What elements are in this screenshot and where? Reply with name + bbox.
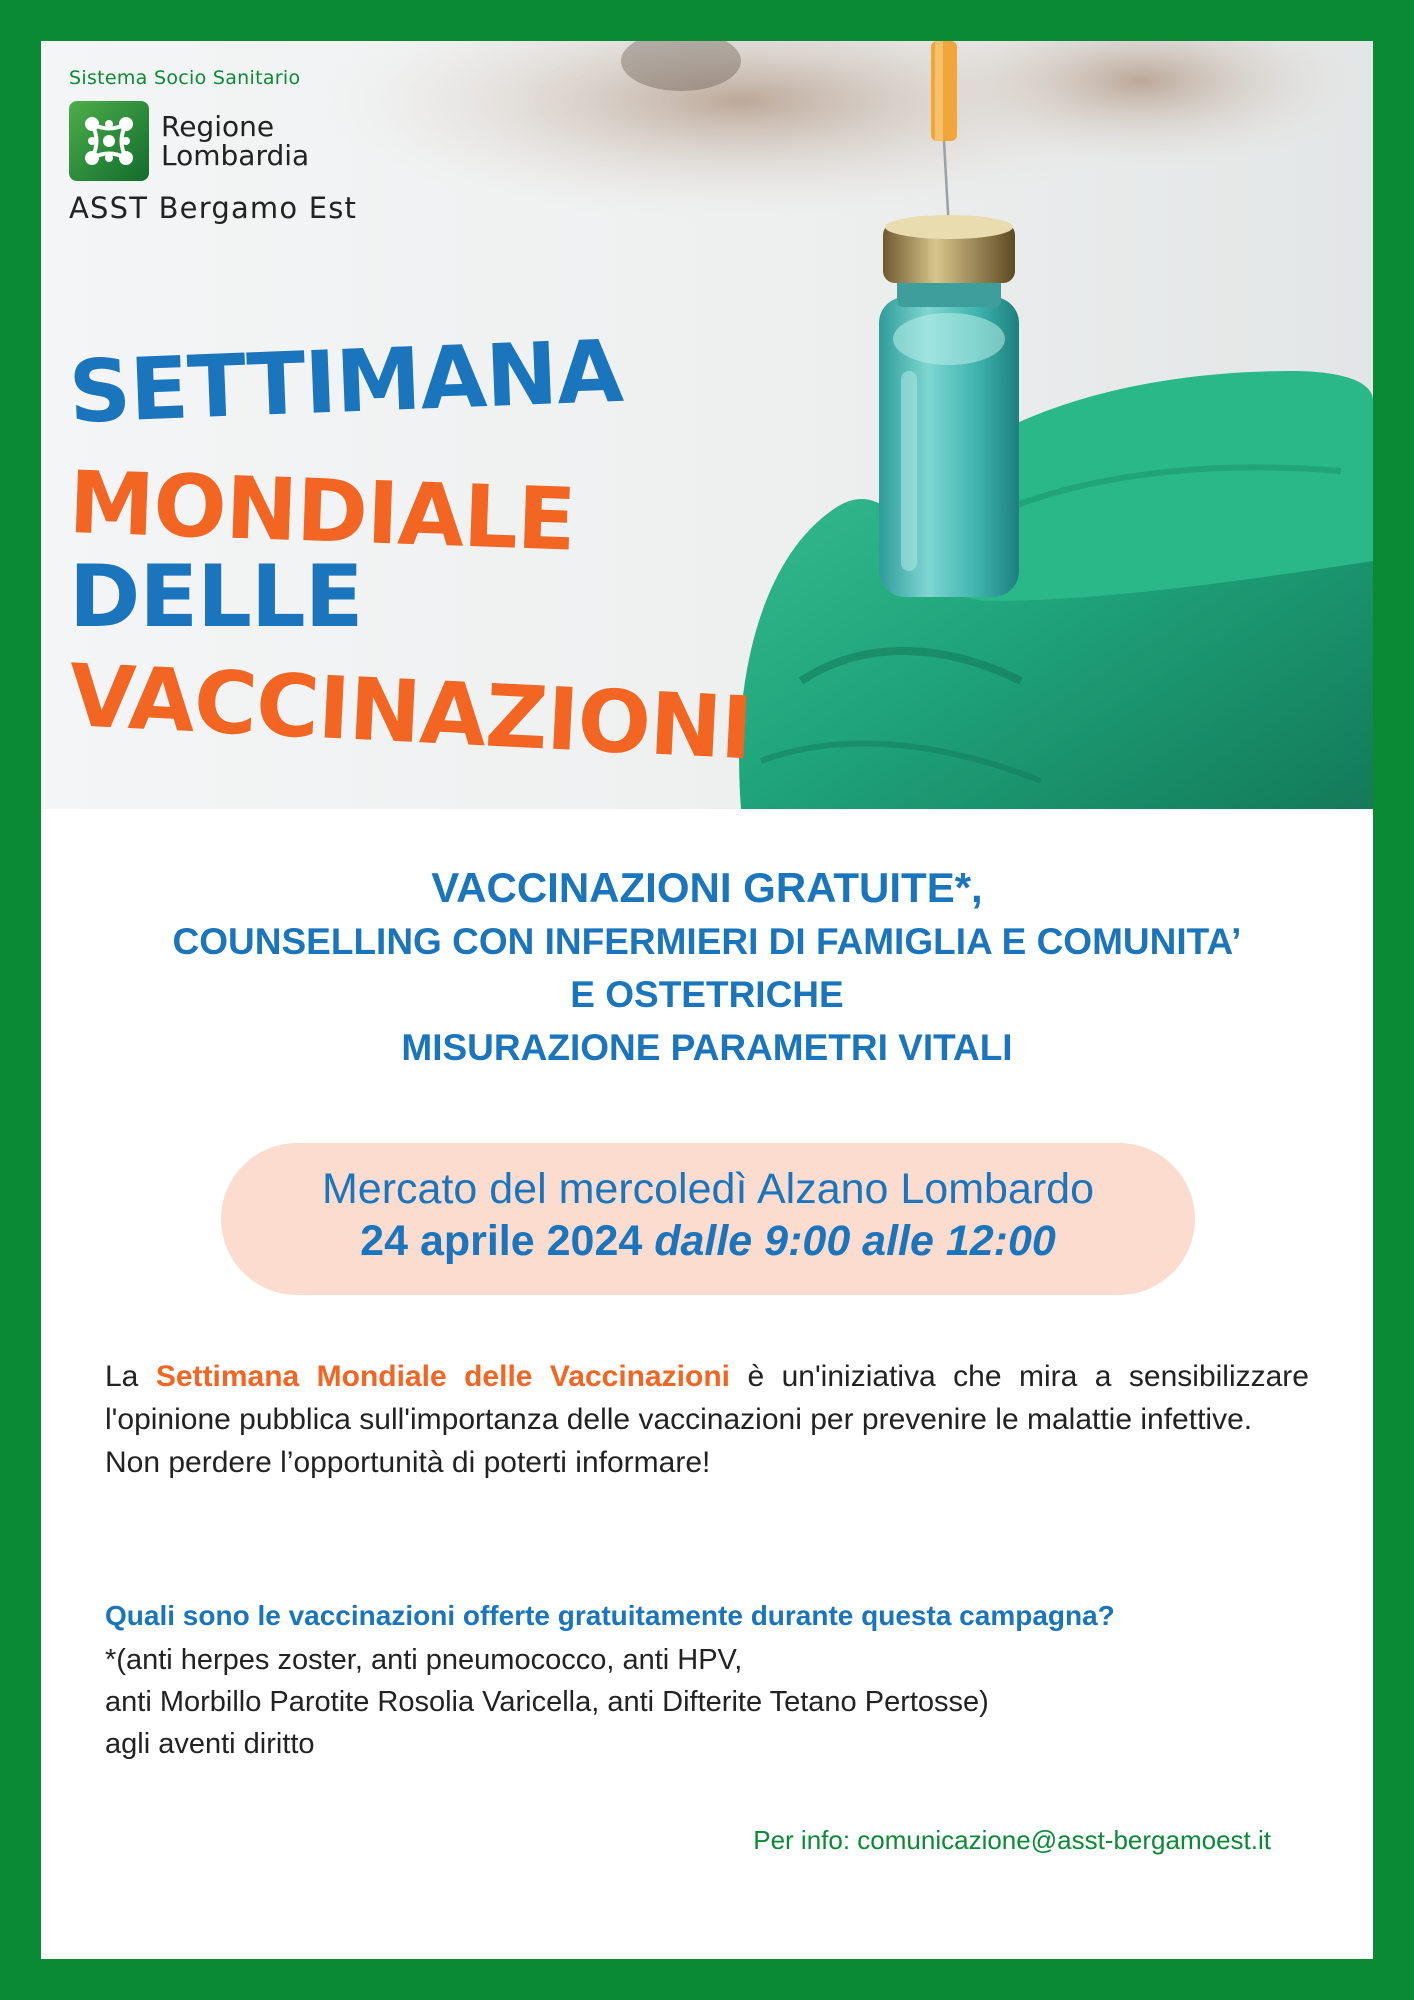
hero-banner bbox=[41, 41, 1373, 809]
title-word-settimana: SETTIMANA bbox=[67, 321, 625, 443]
vaccine-list-line: *(anti herpes zoster, anti pneumococco, anti HPV, bbox=[105, 1644, 743, 1676]
intro-cta: Non perdere l’opportunità di poterti informare! bbox=[105, 1446, 711, 1479]
intro-text bbox=[105, 1355, 1309, 1441]
event-time: dalle 9:00 alle 12:00 bbox=[654, 1217, 1056, 1265]
intro-paragraph bbox=[105, 1355, 1309, 1484]
headline-line: E OSTETRICHE bbox=[570, 974, 844, 1015]
contact-info[interactable]: Per info: comunicazione@asst-bergamoest.it bbox=[753, 1825, 1271, 1855]
event-location: Mercato del mercoledì Alzano Lombardo bbox=[321, 1165, 1095, 1213]
system-label: Sistema Socio Sanitario bbox=[69, 67, 301, 89]
title-word-mondiale: MONDIALE bbox=[67, 453, 577, 571]
asst-label: ASST Bergamo Est bbox=[69, 191, 358, 225]
vaccine-list bbox=[105, 1639, 1309, 1765]
offer-question: Quali sono le vaccinazioni offerte gratuitamente durante questa campagna? bbox=[105, 1600, 1115, 1631]
regione-line: Regione bbox=[161, 110, 275, 143]
rosa-camuna-icon bbox=[69, 101, 149, 181]
headline-line: MISURAZIONE PARAMETRI VITALI bbox=[401, 1027, 1013, 1068]
title-word-delle: DELLE bbox=[69, 547, 363, 647]
poster bbox=[41, 41, 1373, 1959]
lombardia-line: Lombardia bbox=[161, 139, 310, 172]
intro-prefix: La bbox=[105, 1360, 139, 1393]
regione-name bbox=[161, 112, 309, 170]
event-date: 24 aprile 2024 bbox=[360, 1217, 643, 1265]
title-word-vaccinazioni: VACCINAZIONI bbox=[66, 646, 755, 780]
intro-rest: è un'iniziativa che mira a sensibilizzare l'opinione pubblica sull'importanza delle vaccinazioni per prevenire le malattie infettive. bbox=[105, 1360, 1309, 1436]
event-details-box bbox=[221, 1143, 1195, 1295]
vaccine-list-line: agli aventi diritto bbox=[105, 1728, 315, 1760]
regione-logo bbox=[69, 101, 357, 181]
headline-line: VACCINAZIONI GRATUITE*, bbox=[431, 864, 983, 911]
intro-highlight: Settimana Mondiale delle Vaccinazioni bbox=[155, 1360, 730, 1393]
services-headline bbox=[41, 861, 1373, 1074]
event-datetime bbox=[221, 1215, 1195, 1267]
vaccine-list-line: anti Morbillo Parotite Rosolia Varicella, anti Difterite Tetano Pertosse) bbox=[105, 1686, 989, 1718]
headline-line: COUNSELLING CON INFERMIERI DI FAMIGLIA E COMUNITA’ bbox=[172, 921, 1242, 962]
logo-block bbox=[69, 67, 357, 225]
